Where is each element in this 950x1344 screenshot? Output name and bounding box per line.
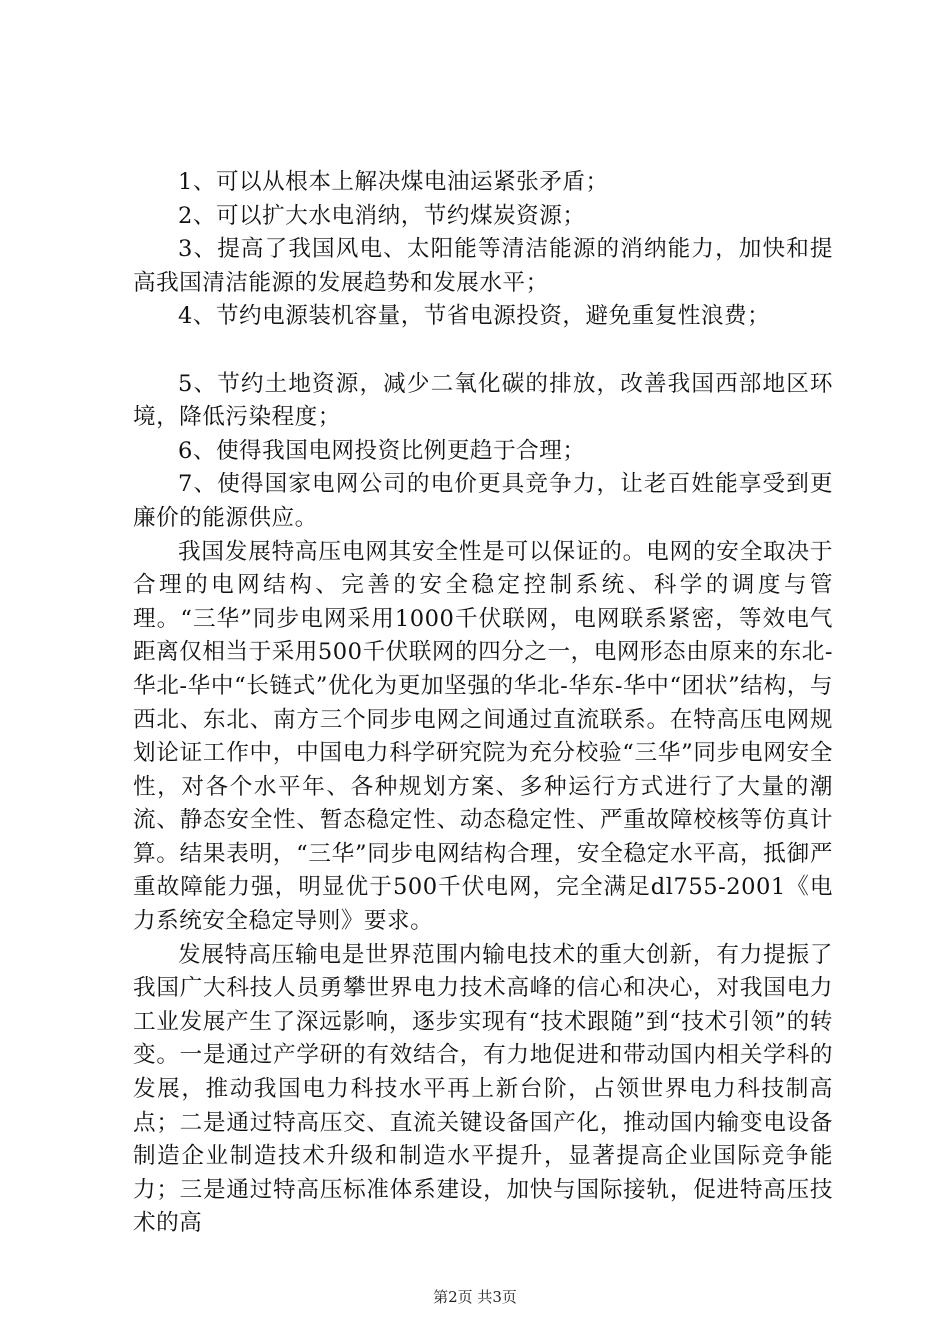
list-item-5: 5、节约土地资源，减少二氧化碳的排放，改善我国西部地区环境，降低污染程度； [133, 370, 833, 431]
list-item-7: 7、使得国家电网公司的电价更具竞争力，让老百姓能享受到更廉价的能源供应。 [133, 471, 833, 531]
paragraph-technology-innovation: 发展特高压输电是世界范围内输电技术的重大创新，有力提振了我国广大科技人员勇攀世界电力技术高峰的信心和决心，对我国电力工业发展产生了深远影响，逐步实现有“技术跟随”到“技术引领”的转变。一是通过产学研的有效结合，有力地促进和带动国内相关学科的发展，推动我国电力科技水平再上新台阶，占领世界电力科技制高点；二是通过特高压交、直流关键设备国产化，推动国内输变电设备制造企业制造技术升级和制造水平提升，显著提高企业国际竞争能力；三是通过特高压标准体系建设，加快与国际接轨，促进特高压技术的高 [133, 941, 833, 1237]
list-item-6: 6、使得我国电网投资比例更趋于合理； [178, 437, 586, 464]
list-item-3: 3、提高了我国风电、太阳能等清洁能源的消纳能力，加快和提高我国清洁能源的发展趋势和发展水平； [133, 236, 833, 296]
list-item-2: 2、可以扩大水电消纳，节约煤炭资源； [178, 202, 586, 229]
document-body [133, 166, 833, 1241]
list-item-1: 1、可以从根本上解决煤电油运紧张矛盾； [178, 169, 609, 195]
list-item-4: 4、节约电源装机容量，节省电源投资，避免重复性浪费； [178, 303, 771, 330]
page-footer: 第2页 共3页 [433, 1288, 517, 1306]
blank-line [133, 334, 833, 368]
paragraph-grid-security: 我国发展特高压电网其安全性是可以保证的。电网的安全取决于合理的电网结构、完善的安全稳定控制系统、科学的调度与管理。“三华”同步电网采用1000千伏联网，电网联系紧密，等效电气距离仅相当于采用500千伏联网的四分之一，电网形态由原来的东北-华北-华中“长链式”优化为更加坚强的华北-华东-华中“团状”结构，与西北、东北、南方三个同步电网之间通过直流联系。在特高压电网规划论证工作中，中国电力科学研究院为充分校验“三华”同步电网安全性，对各个水平年、各种规划方案、多种运行方式进行了大量的潮流、静态安全性、暂态稳定性、动态稳定性、严重故障校核等仿真计算。结果表明，“三华”同步电网结构合理，安全稳定水平高，抵御严重故障能力强，明显优于500千伏电网，完全满足dl755-2001《电力系统安全稳定导则》要求。 [133, 538, 833, 935]
